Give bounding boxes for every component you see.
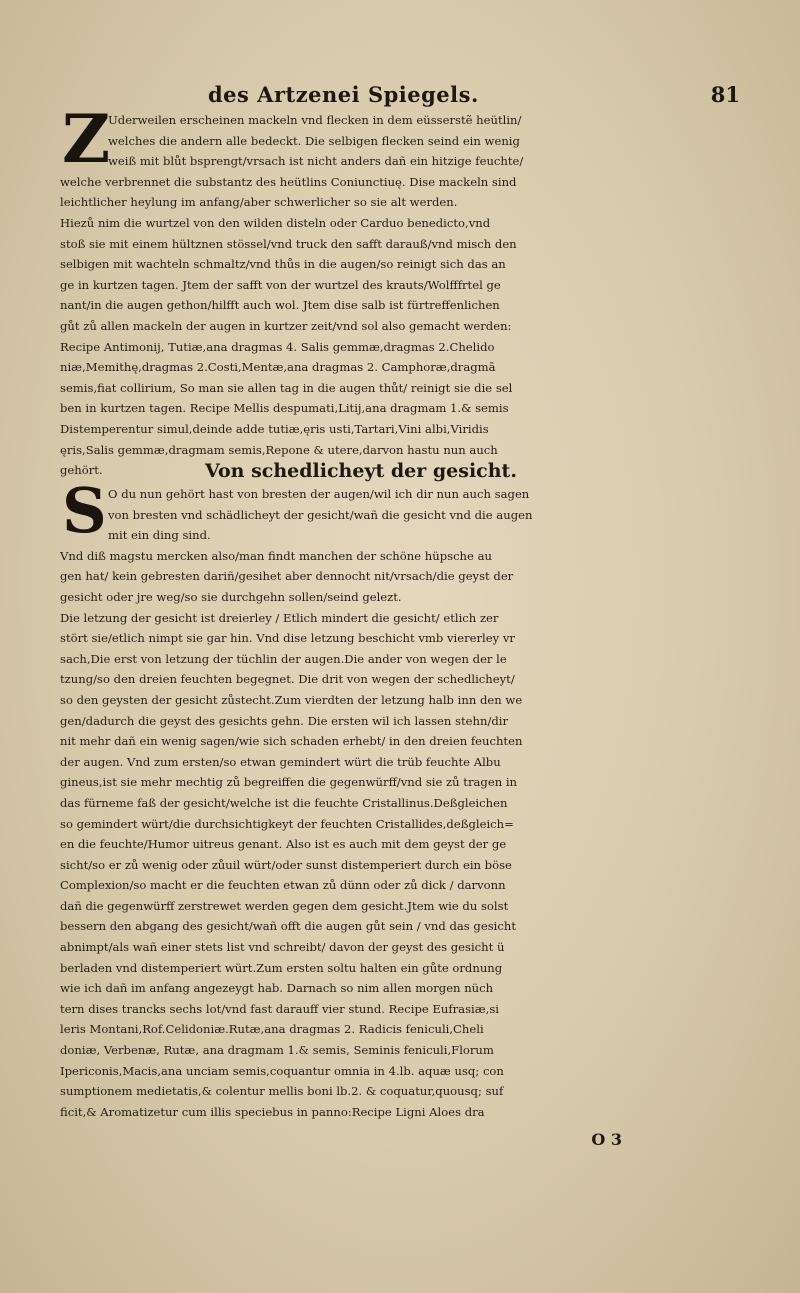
text-line: selbigen mit wachteln schmaltz/vnd thůs in die augen/so reinigt sich das an [60,257,506,272]
text-line: en die feuchte/Humor uitreus genant. Also ist es auch mit dem geyst der ge [60,837,507,852]
text-line: berladen vnd distemperiert würt.Zum ersten soltu halten ein gůte ordnung [60,960,503,975]
text-line: sumptionem medietatis,& colentur mellis boni lb.2. & coquatur,quousq; suf [60,1084,504,1099]
text-line: von bresten vnd schädlicheyt der gesicht/wañ die gesicht vnd die augen [108,507,533,522]
section-1-text [60,110,622,481]
text-line: so den geysten der gesicht zůstecht.Zum vierdten der letzung halb inn den we [60,692,523,707]
text-line: Uderweilen erscheinen mackeln vnd flecken in dem eüsserstẽ heütlin/ [108,113,522,127]
text-line: Vnd diß magstu mercken also/man findt manchen der schöne hüpsche au [60,548,492,563]
text-line: dañ die gegenwürff zerstrewet werden gegen dem gesicht.Jtem wie du solst [60,898,509,913]
text-line: niæ,Memithę,dragmas 2.Costi,Mentæ,ana dragmas 2. Camphoræ,dragmā [60,360,496,375]
text-line: nit mehr dañ ein wenig sagen/wie sich schaden erhebt/ in den dreien feuchten [60,734,523,749]
text-line: leichtlicher heylung im anfang/aber schwerlicher so sie alt werden. [60,195,458,210]
text-line: gineus,ist sie mehr mechtig zů begreiffen die gegenwürff/vnd sie zů tragen in [60,775,518,790]
text-line: doniæ, Verbenæ, Rutæ, ana dragmam 1.& semis, Seminis feniculi,Florum [60,1043,494,1058]
text-line: bessern den abgang des gesicht/wañ offt die augen gůt sein / vnd das gesicht [60,919,516,934]
text-line: stoß sie mit einem hültznen stössel/vnd truck den safft darauß/vnd misch den [60,236,517,251]
page-number: 81 [710,82,740,107]
text-line: Die letzung der gesicht ist dreierley / Etlich mindert die gesicht/ etlich zer [60,610,499,625]
text-line: Complexion/so macht er die feuchten etwan zů dünn oder zů dick / darvonn [60,878,506,893]
text-line: sicht/so er zů wenig oder zůuil würt/oder sunst distemperiert durch ein böse [60,857,512,872]
section-heading: Von schedlicheyt der gesicht. [205,460,517,482]
text-line: welches die andern alle bedeckt. Die selbigen flecken seind ein wenig [108,133,520,148]
signature-mark: O 3 [591,1130,622,1149]
text-line: Hiezů nim die wurtzel von den wilden disteln oder Carduo benedicto,vnd [60,215,491,230]
text-line: Distemperentur simul,deinde adde tutiæ,ęris usti,Tartari,Vini albi,Viridis [60,421,489,436]
text-line: Ipericonis,Macis,ana unciam semis,coquantur omnia in 4.lb. aquæ usq; con [60,1063,504,1078]
text-line: wie ich dañ im anfang angezeygt hab. Darnach so nim allen morgen nüch [60,981,494,996]
text-line: gůt zů allen mackeln der augen in kurtzer zeit/vnd sol also gemacht werden: [60,318,512,333]
decorated-initial-s: S [62,474,107,547]
text-line: ge in kurtzen tagen. Jtem der safft von der wurtzel des krauts/Wolfffrtel ge [60,277,501,292]
text-line: Recipe Antimonij, Tutiæ,ana dragmas 4. Salis gemmæ,dragmas 2.Chelido [60,339,495,354]
text-line: gen/dadurch die geyst des gesichts gehn. Die ersten wil ich lassen stehn/dir [60,713,509,728]
text-line: so gemindert würt/die durchsichtigkeyt der feuchten Cristallides,deßgleich= [60,816,514,831]
text-line: semis,fiat collirium, So man sie allen tag in die augen thůt/ reinigt sie die sel [60,380,513,395]
text-line: tzung/so den dreien feuchten begegnet. Die drit von wegen der schedlicheyt/ [60,672,515,687]
text-line: gen hat/ kein gebresten dariñ/gesihet aber dennocht nit/vrsach/die geyst der [60,569,514,584]
running-head-title: des Artzenei Spiegels. [208,82,479,107]
decorated-initial-z: Z [62,100,111,178]
text-line: mit ein ding sind. [108,528,211,543]
text-line: leris Montani,Rof.Celidoniæ.Rutæ,ana dragmas 2. Radicis feniculi,Cheli [60,1022,484,1037]
text-line: sach,Die erst von letzung der tüchlin der augen.Die ander von wegen der le [60,651,507,666]
text-line: abnimpt/als wañ einer stets list vnd schreibt/ davon der geyst des gesicht ü [60,940,505,955]
text-line: ficit,& Aromatizetur cum illis speciebus in panno:Recipe Ligni Aloes dra [60,1104,485,1119]
text-line: welche verbrennet die substantz des heütlins Coniunctiuę. Dise mackeln sind [60,174,517,189]
text-line: nant/in die augen gethon/hilfft auch wol. Jtem dise salb ist fürtreffenlichen [60,298,500,313]
text-line: stört sie/etlich nimpt sie gar hin. Vnd dise letzung beschicht vmb viererley vr [60,631,515,646]
running-head [60,82,740,112]
text-line: gesicht oder jre weg/so sie durchgehn sollen/seind gelezt. [60,589,402,604]
text-line: der augen. Vnd zum ersten/so etwan gemindert würt die trüb feuchte Albu [60,754,501,769]
text-line: O du nun gehört hast von bresten der augen/wil ich dir nun auch sagen [108,487,530,501]
text-line: ben in kurtzen tagen. Recipe Mellis despumati,Litij,ana dragmam 1.& semis [60,401,509,416]
text-line: gehört. [60,463,103,478]
section-2-text [60,484,622,1122]
text-line: tern dises trancks sechs lot/vnd fast darauff vier stund. Recipe Eufrasiæ,si [60,1001,499,1016]
text-line: das fürneme faß der gesicht/welche ist die feuchte Cristallinus.Deßgleichen [60,795,508,810]
text-line: weiß mit blůt bsprengt/vrsach ist nicht anders dañ ein hitzige feuchte/ [108,154,524,169]
text-line: ęris,Salis gemmæ,dragmam semis,Repone & utere,darvon hastu nun auch [60,442,498,457]
